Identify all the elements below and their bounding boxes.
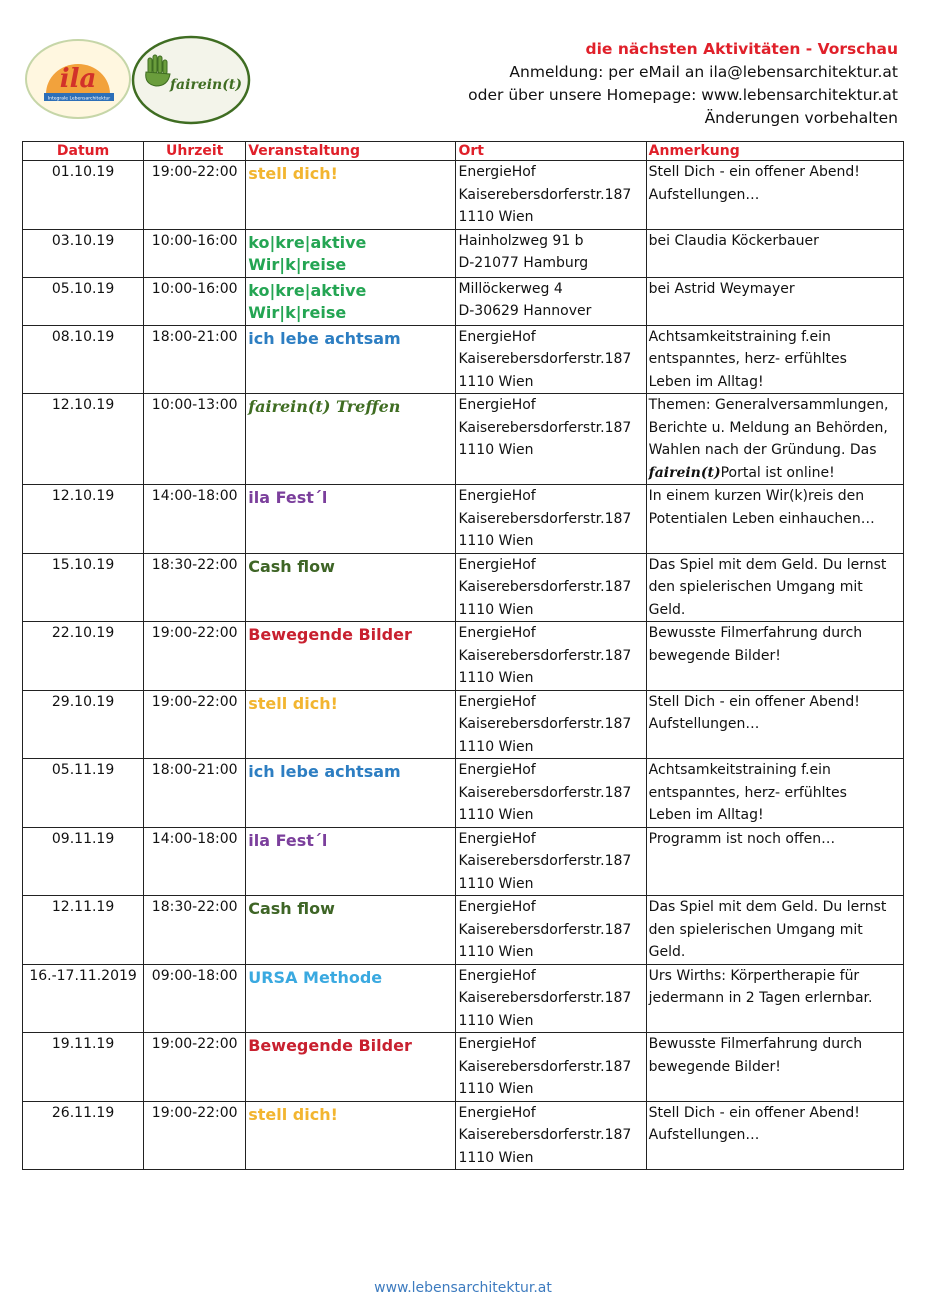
row-time: 10:00-16:00 (144, 277, 246, 325)
row-event: Cash flow (246, 896, 456, 965)
row-event: fairein(t) Treffen (246, 394, 456, 485)
row-note: Das Spiel mit dem Geld. Du lernst den spielerischen Umgang mit Geld. (646, 896, 903, 965)
row-event: ila Fest´l (246, 827, 456, 896)
preview-title: die nächsten Aktivitäten - Vorschau (585, 40, 898, 58)
row-time: 19:00-22:00 (144, 1101, 246, 1170)
registration-line: Anmeldung: per eMail an ila@lebensarchitektur.at (509, 63, 898, 81)
row-date: 05.10.19 (23, 277, 144, 325)
table-row (23, 896, 904, 965)
row-time: 14:00-18:00 (144, 827, 246, 896)
ila-logo-text: ila (59, 64, 97, 94)
header-anmerkung: Anmerkung (646, 142, 903, 161)
row-place: EnergieHof Kaiserebersdorferstr.187 1110 Wien (456, 1101, 646, 1170)
row-date: 05.11.19 (23, 759, 144, 828)
note-brand: fairein(t) (648, 464, 721, 481)
row-event: Bewegende Bilder (246, 622, 456, 691)
row-note: bei Astrid Weymayer (646, 277, 903, 325)
logo-area (24, 34, 254, 134)
row-note: bei Claudia Köckerbauer (646, 229, 903, 277)
row-event: Cash flow (246, 553, 456, 622)
table-row (23, 325, 904, 394)
header-veranstaltung: Veranstaltung (246, 142, 456, 161)
row-date: 22.10.19 (23, 622, 144, 691)
row-place: EnergieHof Kaiserebersdorferstr.187 1110 Wien (456, 325, 646, 394)
row-date: 15.10.19 (23, 553, 144, 622)
row-event: stell dich! (246, 161, 456, 230)
row-event: ko|kre|aktive Wir|k|reise (246, 229, 456, 277)
row-event: stell dich! (246, 1101, 456, 1170)
table-row (23, 827, 904, 896)
table-row (23, 485, 904, 554)
ila-logo (24, 38, 132, 120)
table-row (23, 1101, 904, 1170)
row-place: EnergieHof Kaiserebersdorferstr.187 1110 Wien (456, 485, 646, 554)
row-date: 12.11.19 (23, 896, 144, 965)
row-event: ko|kre|aktive Wir|k|reise (246, 277, 456, 325)
row-note: Themen: Generalversammlungen, Berichte u. Meldung an Behörden, Wahlen nach der Gründung. Das fairein(t)Portal ist online! (646, 394, 903, 485)
row-place: EnergieHof Kaiserebersdorferstr.187 1110 Wien (456, 622, 646, 691)
table-row (23, 1033, 904, 1102)
row-time: 19:00-22:00 (144, 690, 246, 759)
row-event: ich lebe achtsam (246, 325, 456, 394)
row-time: 19:00-22:00 (144, 622, 246, 691)
table-row (23, 553, 904, 622)
row-event: ila Fest´l (246, 485, 456, 554)
row-event: Bewegende Bilder (246, 1033, 456, 1102)
row-note: Achtsamkeitstraining f.ein entspanntes, herz- erfühltes Leben im Alltag! (646, 325, 903, 394)
row-time: 09:00-18:00 (144, 964, 246, 1033)
row-event: ich lebe achtsam (246, 759, 456, 828)
table-row (23, 229, 904, 277)
row-place: EnergieHof Kaiserebersdorferstr.187 1110 Wien (456, 827, 646, 896)
row-note: Bewusste Filmerfahrung durch bewegende Bilder! (646, 1033, 903, 1102)
row-date: 03.10.19 (23, 229, 144, 277)
row-time: 19:00-22:00 (144, 1033, 246, 1102)
row-place: EnergieHof Kaiserebersdorferstr.187 1110 Wien (456, 161, 646, 230)
row-place: EnergieHof Kaiserebersdorferstr.187 1110 Wien (456, 759, 646, 828)
row-time: 18:30-22:00 (144, 896, 246, 965)
row-date: 26.11.19 (23, 1101, 144, 1170)
row-place: EnergieHof Kaiserebersdorferstr.187 1110 Wien (456, 690, 646, 759)
row-time: 18:00-21:00 (144, 325, 246, 394)
table-row (23, 690, 904, 759)
row-date: 19.11.19 (23, 1033, 144, 1102)
row-time: 18:00-21:00 (144, 759, 246, 828)
row-note: Stell Dich - ein offener Abend! Aufstellungen… (646, 690, 903, 759)
header (468, 38, 898, 130)
homepage-line: oder über unsere Homepage: www.lebensarchitektur.at (468, 86, 898, 104)
row-note: In einem kurzen Wir(k)reis den Potentialen Leben einhauchen… (646, 485, 903, 554)
table-row (23, 394, 904, 485)
row-note: Bewusste Filmerfahrung durch bewegende Bilder! (646, 622, 903, 691)
row-note: Achtsamkeitstraining f.ein entspanntes, herz- erfühltes Leben im Alltag! (646, 759, 903, 828)
row-place: EnergieHof Kaiserebersdorferstr.187 1110 Wien (456, 394, 646, 485)
table-row (23, 622, 904, 691)
row-event: URSA Methode (246, 964, 456, 1033)
row-place: EnergieHof Kaiserebersdorferstr.187 1110 Wien (456, 964, 646, 1033)
row-time: 19:00-22:00 (144, 161, 246, 230)
row-event: stell dich! (246, 690, 456, 759)
row-place: EnergieHof Kaiserebersdorferstr.187 1110 Wien (456, 553, 646, 622)
row-note: Programm ist noch offen… (646, 827, 903, 896)
row-place: EnergieHof Kaiserebersdorferstr.187 1110 Wien (456, 1033, 646, 1102)
footer-url[interactable]: www.lebensarchitektur.at (374, 1280, 552, 1296)
row-note: Stell Dich - ein offener Abend! Aufstellungen… (646, 161, 903, 230)
row-date: 12.10.19 (23, 485, 144, 554)
row-time: 14:00-18:00 (144, 485, 246, 554)
row-note: Das Spiel mit dem Geld. Du lernst den spielerischen Umgang mit Geld. (646, 553, 903, 622)
header-ort: Ort (456, 142, 646, 161)
table-row (23, 964, 904, 1033)
row-date: 08.10.19 (23, 325, 144, 394)
changes-notice: Änderungen vorbehalten (704, 109, 898, 127)
row-time: 18:30-22:00 (144, 553, 246, 622)
ila-logo-tagline: Integrale Lebensarchitektur (47, 96, 111, 102)
header-uhrzeit: Uhrzeit (144, 142, 246, 161)
row-time: 10:00-13:00 (144, 394, 246, 485)
row-date: 09.11.19 (23, 827, 144, 896)
row-note: Stell Dich - ein offener Abend! Aufstellungen… (646, 1101, 903, 1170)
table-row (23, 277, 904, 325)
row-place: Hainholzweg 91 b D-21077 Hamburg (456, 229, 646, 277)
row-date: 16.-17.11.2019 (23, 964, 144, 1033)
table-row (23, 161, 904, 230)
row-place: Millöckerweg 4 D-30629 Hannover (456, 277, 646, 325)
row-note: Urs Wirths: Körpertherapie für jedermann in 2 Tagen erlernbar. (646, 964, 903, 1033)
row-place: EnergieHof Kaiserebersdorferstr.187 1110 Wien (456, 896, 646, 965)
header-datum: Datum (23, 142, 144, 161)
schedule-table (22, 141, 904, 1170)
table-row (23, 759, 904, 828)
fairein-logo-text: fairein(t) (170, 77, 242, 93)
row-date: 01.10.19 (23, 161, 144, 230)
row-date: 12.10.19 (23, 394, 144, 485)
table-header-row (23, 142, 904, 161)
row-time: 10:00-16:00 (144, 229, 246, 277)
fairein-logo (130, 34, 252, 126)
row-date: 29.10.19 (23, 690, 144, 759)
